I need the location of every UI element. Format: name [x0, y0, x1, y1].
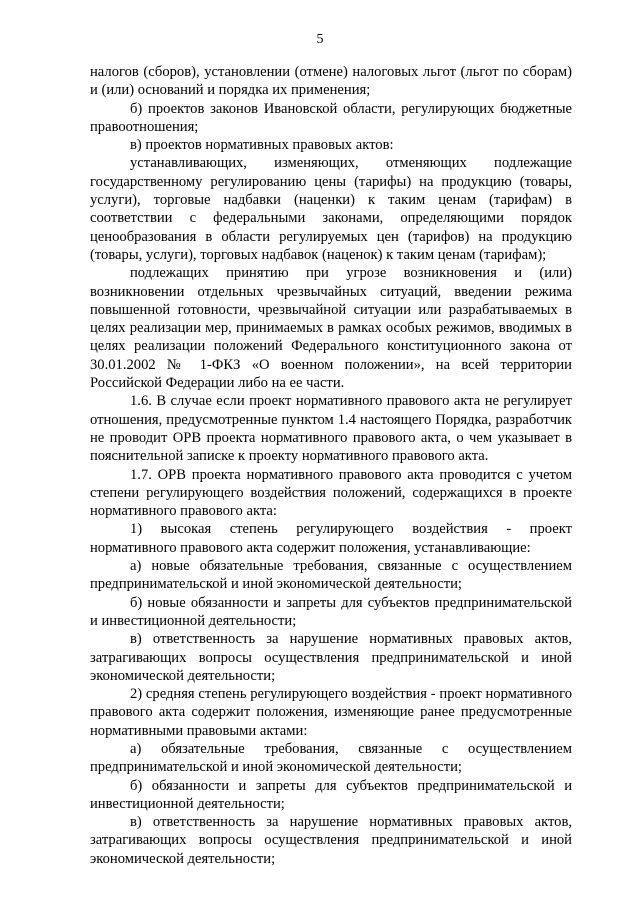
paragraph: б) проектов законов Ивановской области, регулирующих бюджетные правоотношения; — [90, 100, 572, 135]
paragraph: налогов (сборов), установлении (отмене) налоговых льгот (льгот по сборам) и (или) оснований и порядка их применения; — [90, 64, 572, 99]
paragraph: 1) высокая степень регулирующего воздействия - проект нормативного правового акта содержит положения, устанавливающие: — [90, 521, 572, 556]
paragraph: в) проектов нормативных правовых актов: — [130, 137, 394, 154]
paragraph: в) ответственность за нарушение нормативных правовых актов, затрагивающих вопросы осуществления предпринимательской и иной экономической деятельности; — [90, 814, 572, 867]
paragraph: а) новые обязательные требования, связанные с осуществлением предпринимательской и иной экономической деятельности; — [90, 558, 572, 593]
paragraph: а) обязательные требования, связанные с осуществлением предпринимательской и иной экономической деятельности; — [90, 740, 572, 776]
document-body — [90, 63, 572, 868]
paragraph: подлежащих принятию при угрозе возникновения и (или) возникновении отдельных чрезвычайных ситуаций, введении режима повышенной готовности, чрезвычайной ситуации или разрабатываемых в целях реализации мер, принимаемых в рамках особых режимов, вводимых в целях реализации положений Федерального конституционного закона от 30.01.2002 № 1-ФКЗ «О военном положении», на всей территории Российской Федерации либо на ее части. — [90, 265, 572, 392]
paragraph: 1.6. В случае если проект нормативного правового акта не регулирует отношения, предусмотренные пунктом 1.4 настоящего Порядка, разработчик не проводит ОРВ проекта нормативного правового акта, о чем указывает в пояснительной записке к проекту нормативного правового акта. — [90, 393, 572, 465]
paragraph: б) новые обязанности и запреты для субъектов предпринимательской и инвестиционной деятельности; — [90, 594, 572, 629]
paragraph: б) обязанности и запреты для субъектов предпринимательской и инвестиционной деятельности; — [90, 777, 572, 812]
paragraph: в) ответственность за нарушение нормативных правовых актов, затрагивающих вопросы осуществления предпринимательской и иной экономической деятельности; — [90, 631, 572, 684]
page-number: 5 — [316, 32, 324, 47]
paragraph: 2) средняя степень регулирующего воздействия - проект нормативного правового акта содержит положения, изменяющие ранее предусмотренные нормативными правовыми актами: — [90, 686, 572, 739]
paragraph: 1.7. ОРВ проекта нормативного правового акта проводится с учетом степени регулирующего воздействия положений, содержащихся в проекте нормативного правового акта: — [90, 466, 572, 520]
paragraph: устанавливающих, изменяющих, отменяющих подлежащие государственному регулированию цены (тарифы) на продукцию (товары, услуги), торговые надбавки (наценки) к таким ценам (тарифам) в соответствии с федеральными законами, определяющими порядок ценообразования в области регулируемых цен (тарифов) на продукцию (товары, услуги), торговых надбавок (наценок) к таким ценам (тарифам); — [90, 155, 572, 263]
